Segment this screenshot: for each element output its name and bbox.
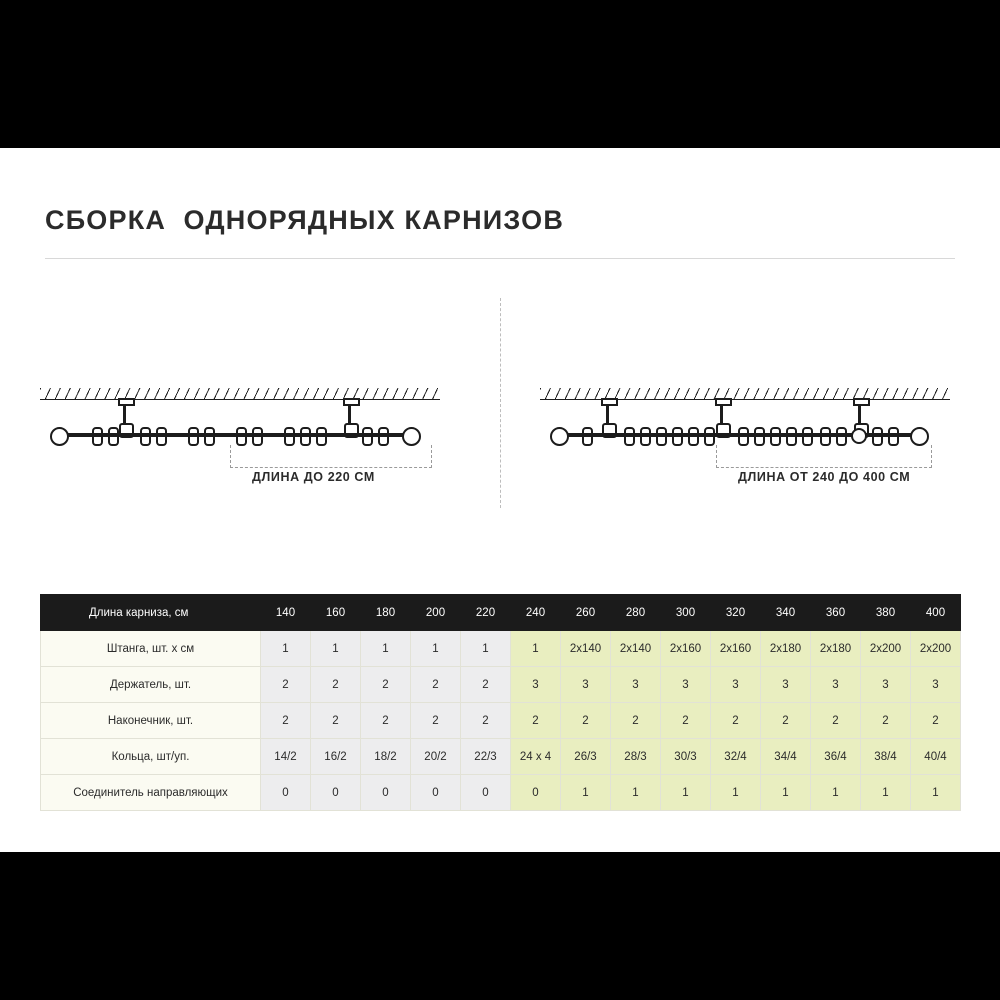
header-cell: 140 bbox=[261, 595, 311, 631]
ring bbox=[688, 427, 699, 446]
ring bbox=[872, 427, 883, 446]
caption-bracket bbox=[716, 445, 932, 468]
table-cell: 34/4 bbox=[761, 739, 811, 775]
table-cell: 0 bbox=[261, 775, 311, 811]
header-cell: 280 bbox=[611, 595, 661, 631]
table-cell: 20/2 bbox=[411, 739, 461, 775]
table-cell: 28/3 bbox=[611, 739, 661, 775]
row-label: Соединитель направляющих bbox=[41, 775, 261, 811]
table-cell: 0 bbox=[411, 775, 461, 811]
header-cell: 340 bbox=[761, 595, 811, 631]
finial-right bbox=[910, 427, 929, 446]
table-cell: 30/3 bbox=[661, 739, 711, 775]
row-label: Кольца, шт/уп. bbox=[41, 739, 261, 775]
table-cell: 2х200 bbox=[861, 631, 911, 667]
hatch-lines bbox=[40, 388, 440, 399]
table-cell: 1 bbox=[311, 631, 361, 667]
table-cell: 36/4 bbox=[811, 739, 861, 775]
table-cell: 0 bbox=[461, 775, 511, 811]
table-cell: 1 bbox=[261, 631, 311, 667]
spec-table bbox=[40, 594, 961, 811]
table-cell: 1 bbox=[811, 775, 861, 811]
table-cell: 2х180 bbox=[811, 631, 861, 667]
title-divider bbox=[45, 258, 955, 259]
table-cell: 2х140 bbox=[611, 631, 661, 667]
table-cell: 1 bbox=[561, 775, 611, 811]
caption-bracket bbox=[230, 445, 432, 468]
table-cell: 0 bbox=[311, 775, 361, 811]
table-cell: 2 bbox=[411, 703, 461, 739]
finial-left bbox=[550, 427, 569, 446]
ring bbox=[624, 427, 635, 446]
ring bbox=[188, 427, 199, 446]
table-cell: 2х180 bbox=[761, 631, 811, 667]
ceiling-line bbox=[40, 399, 440, 400]
ring bbox=[786, 427, 797, 446]
table-cell: 16/2 bbox=[311, 739, 361, 775]
table-cell: 2х160 bbox=[711, 631, 761, 667]
table-cell: 0 bbox=[511, 775, 561, 811]
table-cell: 1 bbox=[411, 631, 461, 667]
ring bbox=[738, 427, 749, 446]
ring bbox=[836, 427, 847, 446]
table-cell: 3 bbox=[711, 667, 761, 703]
table-cell: 1 bbox=[361, 631, 411, 667]
table-cell: 2 bbox=[911, 703, 961, 739]
table-row bbox=[41, 631, 961, 667]
table-cell: 2 bbox=[311, 703, 361, 739]
table-cell: 2 bbox=[361, 703, 411, 739]
finial-right bbox=[402, 427, 421, 446]
table-cell: 1 bbox=[511, 631, 561, 667]
ring bbox=[672, 427, 683, 446]
ring bbox=[92, 427, 103, 446]
table-cell: 3 bbox=[811, 667, 861, 703]
header-cell: 200 bbox=[411, 595, 461, 631]
table-cell: 14/2 bbox=[261, 739, 311, 775]
caption-label: ДЛИНА ОТ 240 ДО 400 СМ bbox=[738, 470, 911, 484]
header-cell: 240 bbox=[511, 595, 561, 631]
table-cell: 2 bbox=[361, 667, 411, 703]
table-cell: 1 bbox=[861, 775, 911, 811]
ring bbox=[204, 427, 215, 446]
table-cell: 1 bbox=[661, 775, 711, 811]
ring bbox=[378, 427, 389, 446]
ring bbox=[656, 427, 667, 446]
table-row bbox=[41, 739, 961, 775]
table-cell: 3 bbox=[511, 667, 561, 703]
table-cell: 1 bbox=[461, 631, 511, 667]
ring bbox=[582, 427, 593, 446]
table-cell: 26/3 bbox=[561, 739, 611, 775]
table-cell: 3 bbox=[661, 667, 711, 703]
table-row bbox=[41, 703, 961, 739]
bracket-plate bbox=[853, 398, 870, 406]
bracket-plate bbox=[343, 398, 360, 406]
ring bbox=[802, 427, 813, 446]
ring bbox=[252, 427, 263, 446]
table-cell: 38/4 bbox=[861, 739, 911, 775]
table-cell: 32/4 bbox=[711, 739, 761, 775]
table-cell: 3 bbox=[761, 667, 811, 703]
bracket-plate bbox=[601, 398, 618, 406]
table-cell: 3 bbox=[611, 667, 661, 703]
rail-connector bbox=[851, 428, 867, 444]
table-cell: 18/2 bbox=[361, 739, 411, 775]
table-cell: 24 х 4 bbox=[511, 739, 561, 775]
page-title: СБОРКА ОДНОРЯДНЫХ КАРНИЗОВ bbox=[45, 205, 565, 235]
ring bbox=[820, 427, 831, 446]
ring bbox=[888, 427, 899, 446]
ring bbox=[108, 427, 119, 446]
row-label: Держатель, шт. bbox=[41, 667, 261, 703]
table-cell: 2 bbox=[411, 667, 461, 703]
table-cell: 2х160 bbox=[661, 631, 711, 667]
header-cell: 260 bbox=[561, 595, 611, 631]
row-label: Штанга, шт. х см bbox=[41, 631, 261, 667]
content-page bbox=[0, 148, 1000, 852]
ring bbox=[754, 427, 765, 446]
row-label: Наконечник, шт. bbox=[41, 703, 261, 739]
caption-label: ДЛИНА ДО 220 СМ bbox=[252, 470, 375, 484]
ring bbox=[156, 427, 167, 446]
table-row bbox=[41, 775, 961, 811]
table-cell: 2 bbox=[261, 703, 311, 739]
diagram-divider bbox=[500, 298, 501, 508]
table-cell: 2 bbox=[461, 667, 511, 703]
table-cell: 2 bbox=[611, 703, 661, 739]
table-cell: 2 bbox=[511, 703, 561, 739]
ring bbox=[236, 427, 247, 446]
table-cell: 2 bbox=[711, 703, 761, 739]
ring bbox=[640, 427, 651, 446]
ring bbox=[704, 427, 715, 446]
ceiling-hatch-left bbox=[40, 388, 440, 400]
table-cell: 3 bbox=[561, 667, 611, 703]
table-cell: 1 bbox=[911, 775, 961, 811]
bracket-plate bbox=[715, 398, 732, 406]
table-cell: 40/4 bbox=[911, 739, 961, 775]
header-cell: 160 bbox=[311, 595, 361, 631]
header-cell: 380 bbox=[861, 595, 911, 631]
diagram-area bbox=[0, 288, 1000, 538]
header-cell: 180 bbox=[361, 595, 411, 631]
header-cell: 220 bbox=[461, 595, 511, 631]
table-cell: 1 bbox=[711, 775, 761, 811]
table-cell: 2 bbox=[861, 703, 911, 739]
header-cell: 400 bbox=[911, 595, 961, 631]
finial-left bbox=[50, 427, 69, 446]
diagram-single-rod bbox=[40, 388, 440, 508]
table-cell: 2х200 bbox=[911, 631, 961, 667]
ring bbox=[316, 427, 327, 446]
table-cell: 2х140 bbox=[561, 631, 611, 667]
header-cell: 360 bbox=[811, 595, 861, 631]
table-cell: 2 bbox=[661, 703, 711, 739]
ring bbox=[362, 427, 373, 446]
table-row bbox=[41, 667, 961, 703]
table-cell: 2 bbox=[561, 703, 611, 739]
table-cell: 1 bbox=[761, 775, 811, 811]
ring bbox=[140, 427, 151, 446]
bracket-plate bbox=[118, 398, 135, 406]
table-header-row bbox=[41, 595, 961, 631]
table-cell: 22/3 bbox=[461, 739, 511, 775]
table-cell: 2 bbox=[811, 703, 861, 739]
table-cell: 2 bbox=[311, 667, 361, 703]
header-cell-length: Длина карниза, см bbox=[41, 595, 261, 631]
diagram-double-rod bbox=[540, 388, 950, 508]
table-cell: 3 bbox=[911, 667, 961, 703]
header-cell: 320 bbox=[711, 595, 761, 631]
ring bbox=[770, 427, 781, 446]
table-cell: 2 bbox=[461, 703, 511, 739]
table-cell: 2 bbox=[261, 667, 311, 703]
ring bbox=[284, 427, 295, 446]
table-cell: 3 bbox=[861, 667, 911, 703]
header-cell: 300 bbox=[661, 595, 711, 631]
table-cell: 1 bbox=[611, 775, 661, 811]
table-cell: 0 bbox=[361, 775, 411, 811]
table-cell: 2 bbox=[761, 703, 811, 739]
ring bbox=[300, 427, 311, 446]
